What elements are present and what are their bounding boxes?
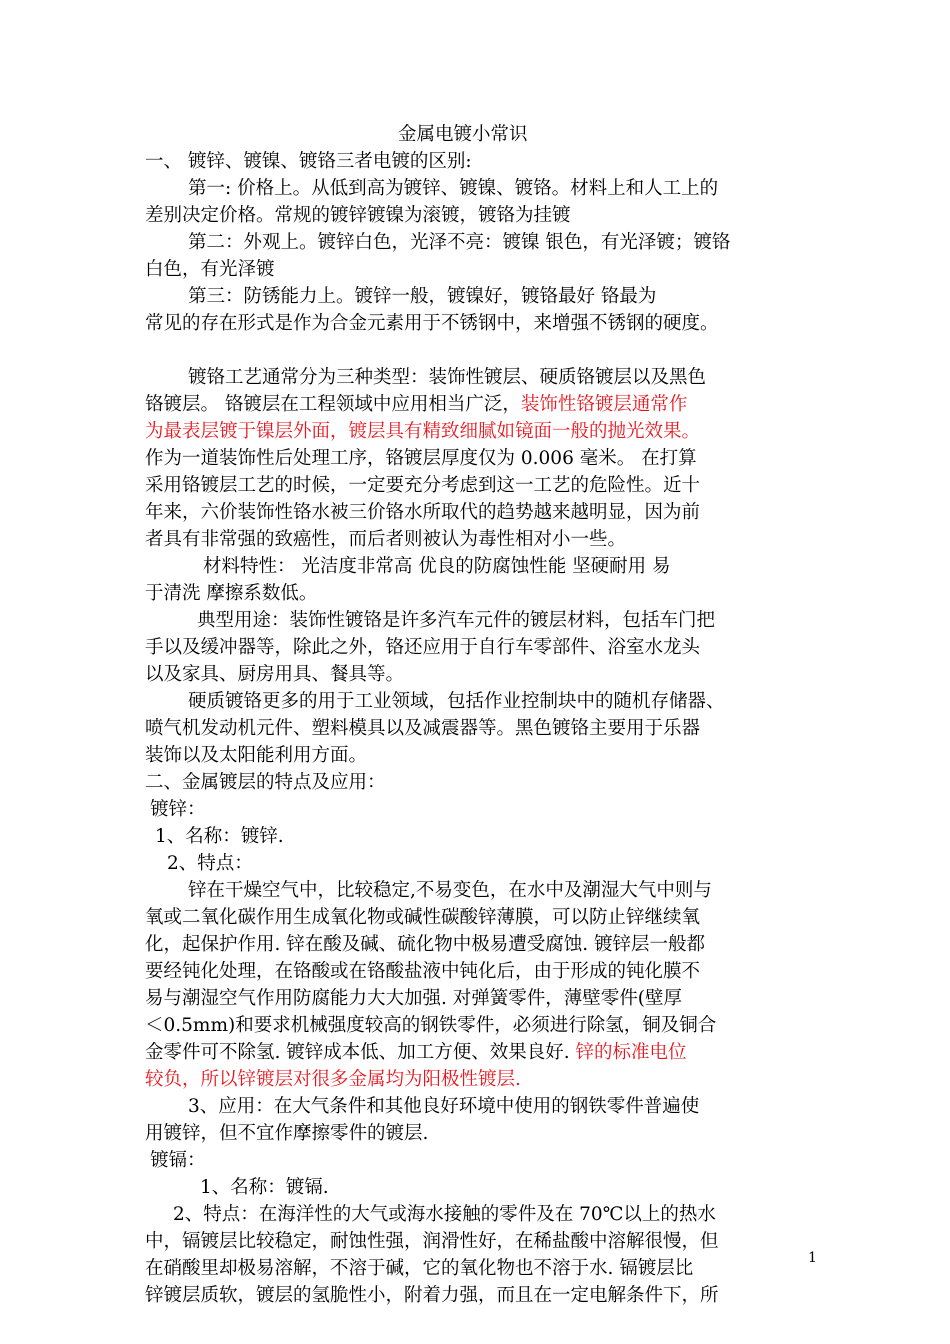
text-line	[145, 148, 810, 175]
text-line	[145, 985, 810, 1012]
highlighted-text: 锌的标准电位	[575, 1042, 687, 1063]
text-line	[145, 769, 810, 796]
text-line	[145, 256, 810, 283]
text-segment: 用镀锌，但不宜作摩擦零件的镀层.	[145, 1123, 429, 1144]
text-line	[145, 472, 810, 499]
text-line	[145, 1120, 810, 1147]
highlighted-text: 为最表层镀于镍层外面，镀层具有精致细腻如镜面一般的抛光效果。	[145, 421, 701, 442]
text-line	[145, 742, 810, 769]
text-segment: 材料特性： 光洁度非常高 优良的防腐蚀性能 坚硬耐用 易	[203, 556, 671, 577]
text-line	[145, 1093, 810, 1120]
text-line	[145, 796, 810, 823]
text-line	[145, 1228, 810, 1255]
text-segment: 差别决定价格。常规的镀锌镀镍为滚镀，镀铬为挂镀	[145, 205, 571, 226]
text-segment: 第二：外观上。镀锌白色，光泽不亮：镀镍 银色，有光泽镀；镀铬	[188, 232, 731, 253]
text-segment: 一、 镀锌、镀镍、镀铬三者电镀的区别:	[145, 151, 472, 172]
text-segment: 金零件可不除氢. 镀锌成本低、加工方便、效果良好.	[145, 1042, 576, 1063]
text-line	[145, 1066, 810, 1093]
text-line	[145, 499, 810, 526]
text-segment: 采用铬镀层工艺的时候，一定要充分考虑到这一工艺的危险性。近十	[145, 475, 701, 496]
text-segment: 手以及缓冲器等，除此之外，铬还应用于自行车零部件、浴室水龙头	[145, 637, 701, 658]
text-segment: 氧或二氧化碳作用生成氧化物或碱性碳酸锌薄膜，可以防止锌继续氧	[145, 907, 701, 928]
highlighted-text: 较负，所以锌镀层对很多金属均为阳极性镀层.	[145, 1069, 521, 1090]
text-line	[145, 1147, 810, 1174]
text-segment: 2、特点：	[167, 853, 253, 874]
text-segment: 二、金属镀层的特点及应用：	[145, 772, 386, 793]
text-segment: 硬质镀铬更多的用于工业领域，包括作业控制块中的随机存储器、	[188, 691, 725, 712]
text-line	[145, 1174, 810, 1201]
text-line	[145, 229, 810, 256]
text-line	[145, 364, 810, 391]
text-segment: ＜0.5mm)和要求机械强度较高的钢铁零件，必须进行除氢，铜及铜合	[145, 1015, 717, 1036]
document-title	[145, 121, 810, 148]
text-segment: 第一: 价格上。从低到高为镀锌、镀镍、镀铬。材料上和人工上的	[188, 178, 719, 199]
text-line	[145, 418, 810, 445]
text-segment: 化，起保护作用. 锌在酸及碱、硫化物中极易遭受腐蚀. 镀锌层一般都	[145, 934, 706, 955]
text-line	[145, 283, 810, 310]
text-segment: 喷气机发动机元件、塑料模具以及减震器等。黑色镀铬主要用于乐器	[145, 718, 701, 739]
text-segment: 镀铬工艺通常分为三种类型：装饰性镀层、硬质铬镀层以及黑色	[188, 367, 707, 388]
text-line	[145, 1201, 810, 1228]
text-line	[145, 661, 810, 688]
text-segment: 年来，六价装饰性铬水被三价铬水所取代的趋势越来越明显，因为前	[145, 502, 701, 523]
text-line	[145, 391, 810, 418]
text-line	[145, 688, 810, 715]
text-segment: 中，镉镀层比较稳定，耐蚀性强，润滑性好，在稀盐酸中溶解很慢，但	[145, 1231, 719, 1252]
text-line	[145, 931, 810, 958]
text-line	[145, 850, 810, 877]
text-line	[145, 823, 810, 850]
text-line	[145, 553, 810, 580]
text-line	[145, 634, 810, 661]
text-line	[145, 1039, 810, 1066]
text-segment: 1、名称：镀镉.	[200, 1177, 329, 1198]
text-segment: 以及家具、厨房用具、餐具等。	[145, 664, 405, 685]
text-line	[145, 958, 810, 985]
text-line	[145, 202, 810, 229]
text-line	[145, 310, 810, 337]
text-line	[145, 175, 810, 202]
text-segment: 作为一道装饰性后处理工序，铬镀层厚度仅为 0.006 毫米。 在打算	[145, 448, 697, 469]
text-line	[145, 526, 810, 553]
text-segment: 镀镉：	[150, 1150, 206, 1171]
text-line	[145, 904, 810, 931]
text-segment: 者具有非常强的致癌性，而后者则被认为毒性相对小一些。	[145, 529, 627, 550]
text-segment: 装饰以及太阳能利用方面。	[145, 745, 368, 766]
text-segment: 镀锌：	[150, 799, 206, 820]
text-segment: 要经钝化处理，在铬酸或在铬酸盐液中钝化后，由于形成的钝化膜不	[145, 961, 701, 982]
text-line	[145, 1012, 810, 1039]
text-segment: 于清洗 摩擦系数低。	[145, 583, 318, 604]
text-segment: 锌镀层质软，镀层的氢脆性小，附着力强，而且在一定电解条件下，所	[145, 1285, 719, 1306]
text-line	[145, 580, 810, 607]
text-segment: 白色，有光泽镀	[145, 259, 275, 280]
text-segment: 典型用途：装饰性镀铬是许多汽车元件的镀层材料，包括车门把	[197, 610, 716, 631]
document-body	[145, 121, 810, 1309]
text-segment: 1、名称：镀锌.	[155, 826, 284, 847]
text-segment: 第三：防锈能力上。镀锌一般，镀镍好，镀铬最好 铬最为	[188, 286, 657, 307]
text-line	[145, 1255, 810, 1282]
text-segment: 金属电镀小常识	[398, 124, 528, 145]
text-line	[145, 715, 810, 742]
text-segment: 锌在干燥空气中，比较稳定,不易变色，在水中及潮湿大气中则与	[188, 880, 712, 901]
page-number: 1	[808, 1250, 817, 1266]
text-segment: 易与潮湿空气作用防腐能力大大加强. 对弹簧零件，薄壁零件(壁厚	[145, 988, 682, 1009]
text-line	[145, 607, 810, 634]
text-line	[145, 877, 810, 904]
text-segment: 2、特点：在海洋性的大气或海水接触的零件及在 70℃以上的热水	[173, 1204, 716, 1225]
text-segment: 3、应用：在大气条件和其他良好环境中使用的钢铁零件普遍使	[188, 1096, 700, 1117]
text-line	[145, 1282, 810, 1309]
text-segment: 常见的存在形式是作为合金元素用于不锈钢中，来增强不锈钢的硬度。	[145, 313, 719, 334]
text-segment: 在硝酸里却极易溶解，不溶于碱，它的氧化物也不溶于水. 镉镀层比	[145, 1258, 694, 1279]
text-line	[145, 445, 810, 472]
text-segment: 铬镀层。 铬镀层在工程领域中应用相当广泛，	[145, 394, 521, 415]
blank-line	[145, 337, 810, 364]
highlighted-text: 装饰性铬镀层通常作	[520, 394, 688, 415]
